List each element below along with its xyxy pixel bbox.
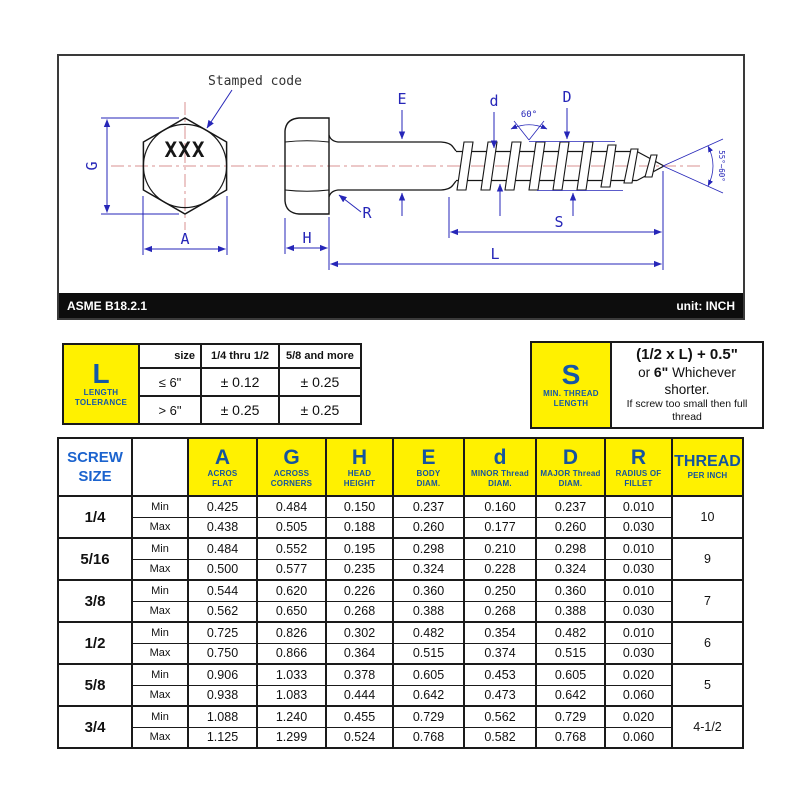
spec-min-value: 1.088 <box>188 706 257 727</box>
tol-header-large-range: 5/8 and more <box>279 344 361 368</box>
spec-max-value: 0.577 <box>257 559 326 580</box>
spec-min-value: 0.298 <box>393 538 464 559</box>
spec-min-value: 0.484 <box>257 496 326 517</box>
threads-per-inch-value: 7 <box>672 580 743 622</box>
spec-max-value: 0.768 <box>393 727 464 748</box>
spec-max-value: 0.030 <box>605 559 672 580</box>
spec-max-value: 0.374 <box>464 643 536 664</box>
column-sublabel: FLAT <box>212 478 233 488</box>
column-sublabel: DIAM. <box>416 478 441 488</box>
dim-label-a: A <box>180 230 190 248</box>
spec-max-value: 0.768 <box>536 727 605 748</box>
dim-label-g: G <box>83 161 101 171</box>
spec-min-value: 0.482 <box>536 622 605 643</box>
tolerance-caption: TOLERANCE <box>74 398 128 407</box>
dim-label-h: H <box>302 229 312 247</box>
spec-column-header-E <box>393 438 464 496</box>
thread-angle-label: 60° <box>520 110 538 120</box>
spec-max-value: 0.505 <box>257 517 326 538</box>
spec-max-value: 0.260 <box>393 517 464 538</box>
max-label: Max <box>132 643 188 664</box>
table-row <box>58 685 743 706</box>
spec-min-value: 0.010 <box>605 580 672 601</box>
screw-size-value: 1/4 <box>58 496 132 538</box>
min-label: Min <box>132 664 188 685</box>
spec-max-value: 0.388 <box>393 601 464 622</box>
min-thread-caption: MIN. THREAD <box>543 389 599 398</box>
column-sublabel: MAJOR Thread <box>540 468 601 478</box>
spec-min-value: 0.552 <box>257 538 326 559</box>
spec-max-value: 0.444 <box>326 685 393 706</box>
thread-angle-annotation <box>511 110 547 140</box>
threads-per-inch-value: 6 <box>672 622 743 664</box>
max-label: Max <box>132 685 188 706</box>
screw-size-header <box>58 438 132 496</box>
spec-min-value: 0.360 <box>393 580 464 601</box>
screw-size-value: 5/16 <box>58 538 132 580</box>
spec-max-value: 0.582 <box>464 727 536 748</box>
spec-max-value: 0.938 <box>188 685 257 706</box>
spec-min-value: 0.226 <box>326 580 393 601</box>
column-sublabel: ACROS <box>207 468 238 478</box>
spec-min-value: 1.240 <box>257 706 326 727</box>
tol-row-label: > 6" <box>139 396 201 424</box>
spec-max-value: 0.524 <box>326 727 393 748</box>
column-sublabel: ACROSS <box>273 468 310 478</box>
spec-max-value: 0.515 <box>393 643 464 664</box>
spec-max-value: 0.438 <box>188 517 257 538</box>
spec-max-value: 0.500 <box>188 559 257 580</box>
length-tolerance-key <box>63 344 139 424</box>
symbol-s: S <box>561 359 581 390</box>
spec-column-header-H <box>326 438 393 496</box>
tol-value: ± 0.25 <box>201 396 279 424</box>
length-caption: LENGTH <box>83 388 119 397</box>
spec-min-value: 0.354 <box>464 622 536 643</box>
spec-max-value: 1.299 <box>257 727 326 748</box>
length-caption: LENGTH <box>553 399 589 408</box>
spec-min-value: 0.150 <box>326 496 393 517</box>
table-row <box>58 538 743 559</box>
thread-length-formula: (1/2 x L) + 0.5" <box>636 346 738 363</box>
spec-min-value: 0.562 <box>464 706 536 727</box>
spec-max-value: 0.228 <box>464 559 536 580</box>
min-thread-length-key <box>531 342 611 428</box>
column-sublabel: DIAM. <box>558 478 583 488</box>
standard-footer-bar <box>59 293 743 318</box>
table-row <box>58 664 743 685</box>
column-symbol: G <box>283 445 300 469</box>
min-label: Min <box>132 706 188 727</box>
spec-max-value: 0.473 <box>464 685 536 706</box>
column-sublabel: RADIUS OF <box>615 468 662 478</box>
dim-label-d-major: D <box>562 88 572 106</box>
spec-max-value: 0.642 <box>536 685 605 706</box>
spec-column-header-d <box>464 438 536 496</box>
spec-max-value: 1.125 <box>188 727 257 748</box>
dim-body-diameter <box>397 90 406 216</box>
spec-max-value: 0.030 <box>605 601 672 622</box>
spec-min-value: 0.729 <box>393 706 464 727</box>
column-symbol: THREAD <box>674 453 741 470</box>
spec-column-header-R <box>605 438 672 496</box>
spec-min-value: 0.302 <box>326 622 393 643</box>
stamped-code-label: Stamped code <box>208 74 302 89</box>
spec-min-value: 0.020 <box>605 706 672 727</box>
fillet-radius-callout <box>339 195 372 222</box>
tol-value: ± 0.12 <box>201 368 279 396</box>
tol-value: ± 0.25 <box>279 368 361 396</box>
thread-length-note: If screw too small then full thread <box>626 398 748 423</box>
column-symbol: R <box>630 445 647 469</box>
spec-max-value: 0.030 <box>605 517 672 538</box>
dim-label-s: S <box>554 213 564 231</box>
spec-max-value: 0.177 <box>464 517 536 538</box>
spec-max-value: 0.750 <box>188 643 257 664</box>
spec-max-value: 0.562 <box>188 601 257 622</box>
standard-name: ASME B18.2.1 <box>67 298 148 313</box>
column-sublabel: DIAM. <box>488 478 512 488</box>
spec-column-header-thread-per-inch <box>672 438 743 496</box>
column-sublabel: HEAD <box>347 468 372 478</box>
spec-min-value: 0.729 <box>536 706 605 727</box>
min-label: Min <box>132 580 188 601</box>
table-row <box>58 706 743 727</box>
spec-min-value: 0.453 <box>464 664 536 685</box>
tol-row-label: ≤ 6" <box>139 368 201 396</box>
threads-per-inch-value: 4-1/2 <box>672 706 743 748</box>
thread-length-alternative: or 6" Whichever shorter. <box>638 364 736 397</box>
spec-min-value: 0.210 <box>464 538 536 559</box>
spec-header-row <box>58 438 743 496</box>
table-row <box>58 517 743 538</box>
table-row <box>58 601 743 622</box>
table-row <box>58 559 743 580</box>
spec-min-value: 1.033 <box>257 664 326 685</box>
spec-min-value: 0.544 <box>188 580 257 601</box>
table-row <box>58 622 743 643</box>
spec-min-value: 0.020 <box>605 664 672 685</box>
threads-per-inch-value: 10 <box>672 496 743 538</box>
max-label: Max <box>132 727 188 748</box>
spec-max-value: 0.866 <box>257 643 326 664</box>
spec-min-value: 0.250 <box>464 580 536 601</box>
spec-column-header-G <box>257 438 326 496</box>
column-sublabel: BODY <box>416 468 441 478</box>
column-symbol: H <box>351 445 368 469</box>
screw-size-value: 3/4 <box>58 706 132 748</box>
table-row <box>58 580 743 601</box>
spec-max-value: 0.515 <box>536 643 605 664</box>
column-symbol: D <box>562 445 579 469</box>
spec-min-value: 0.298 <box>536 538 605 559</box>
dim-label-r: R <box>362 204 372 222</box>
spec-min-value: 0.237 <box>393 496 464 517</box>
spec-max-value: 0.235 <box>326 559 393 580</box>
spec-min-value: 0.725 <box>188 622 257 643</box>
spec-min-value: 0.010 <box>605 538 672 559</box>
spec-max-value: 1.083 <box>257 685 326 706</box>
table-row <box>58 727 743 748</box>
spec-max-value: 0.324 <box>536 559 605 580</box>
spec-column-header-A <box>188 438 257 496</box>
length-tolerance-table <box>62 343 362 425</box>
screw-dimensions-table <box>57 437 744 749</box>
screw-size-title-line1: SCREW <box>67 449 123 466</box>
spec-max-value: 0.364 <box>326 643 393 664</box>
min-label: Min <box>132 622 188 643</box>
column-sublabel: FILLET <box>624 478 653 488</box>
spec-max-value: 0.642 <box>393 685 464 706</box>
symbol-l: L <box>92 358 110 389</box>
spec-min-value: 0.826 <box>257 622 326 643</box>
spec-min-value: 0.605 <box>536 664 605 685</box>
spec-min-value: 0.620 <box>257 580 326 601</box>
spec-min-value: 0.237 <box>536 496 605 517</box>
spec-min-value: 0.360 <box>536 580 605 601</box>
max-label: Max <box>132 559 188 580</box>
column-sublabel: PER INCH <box>687 471 728 480</box>
spec-max-value: 0.650 <box>257 601 326 622</box>
spec-min-value: 0.484 <box>188 538 257 559</box>
spec-min-value: 0.195 <box>326 538 393 559</box>
dim-label-e: E <box>397 90 407 108</box>
min-label: Min <box>132 538 188 559</box>
spec-min-value: 0.455 <box>326 706 393 727</box>
column-sublabel: CORNERS <box>270 478 313 488</box>
screw-size-value: 3/8 <box>58 580 132 622</box>
screw-size-title-line2: SIZE <box>78 468 112 485</box>
dim-head-height <box>285 218 328 254</box>
spec-max-value: 0.060 <box>605 727 672 748</box>
screw-size-value: 5/8 <box>58 664 132 706</box>
spec-min-value: 0.605 <box>393 664 464 685</box>
tol-header-size: size <box>139 344 201 368</box>
thread-teeth <box>457 142 657 190</box>
point-angle-label: 55°~60° <box>717 150 726 182</box>
unit-label: unit: INCH <box>676 298 735 313</box>
table-row <box>58 643 743 664</box>
min-thread-length-table <box>530 341 764 429</box>
min-thread-length-rule <box>611 342 763 428</box>
spec-max-value: 0.268 <box>464 601 536 622</box>
dim-label-d-minor: d <box>489 92 499 110</box>
spec-min-value: 0.378 <box>326 664 393 685</box>
spec-min-value: 0.010 <box>605 622 672 643</box>
spec-table-body <box>58 496 743 748</box>
dim-label-l: L <box>490 245 500 263</box>
max-label: Max <box>132 517 188 538</box>
column-sublabel: MINOR Thread <box>471 468 529 478</box>
stamped-code-callout <box>207 74 302 128</box>
spec-min-value: 0.160 <box>464 496 536 517</box>
column-sublabel: HEIGHT <box>343 478 376 488</box>
table-row <box>58 496 743 517</box>
stamped-code-text: XXX <box>164 138 206 162</box>
spec-max-value: 0.060 <box>605 685 672 706</box>
dim-overall-length <box>329 217 662 270</box>
column-symbol: A <box>214 445 231 469</box>
spec-max-value: 0.268 <box>326 601 393 622</box>
spec-min-value: 0.906 <box>188 664 257 685</box>
spec-column-header-D <box>536 438 605 496</box>
screw-size-value: 1/2 <box>58 622 132 664</box>
threads-per-inch-value: 9 <box>672 538 743 580</box>
min-label: Min <box>132 496 188 517</box>
spec-max-value: 0.324 <box>393 559 464 580</box>
column-symbol: d <box>493 445 507 469</box>
spec-max-value: 0.388 <box>536 601 605 622</box>
column-symbol: E <box>421 445 436 469</box>
threads-per-inch-value: 5 <box>672 664 743 706</box>
spec-min-value: 0.425 <box>188 496 257 517</box>
spec-max-value: 0.188 <box>326 517 393 538</box>
spec-max-value: 0.260 <box>536 517 605 538</box>
spec-max-value: 0.030 <box>605 643 672 664</box>
min-max-header-spacer <box>132 438 188 496</box>
tol-value: ± 0.25 <box>279 396 361 424</box>
spec-min-value: 0.482 <box>393 622 464 643</box>
max-label: Max <box>132 601 188 622</box>
drawing-box <box>57 54 745 320</box>
spec-min-value: 0.010 <box>605 496 672 517</box>
tol-header-small-range: 1/4 thru 1/2 <box>201 344 279 368</box>
lag-screw-drawing <box>59 56 743 293</box>
